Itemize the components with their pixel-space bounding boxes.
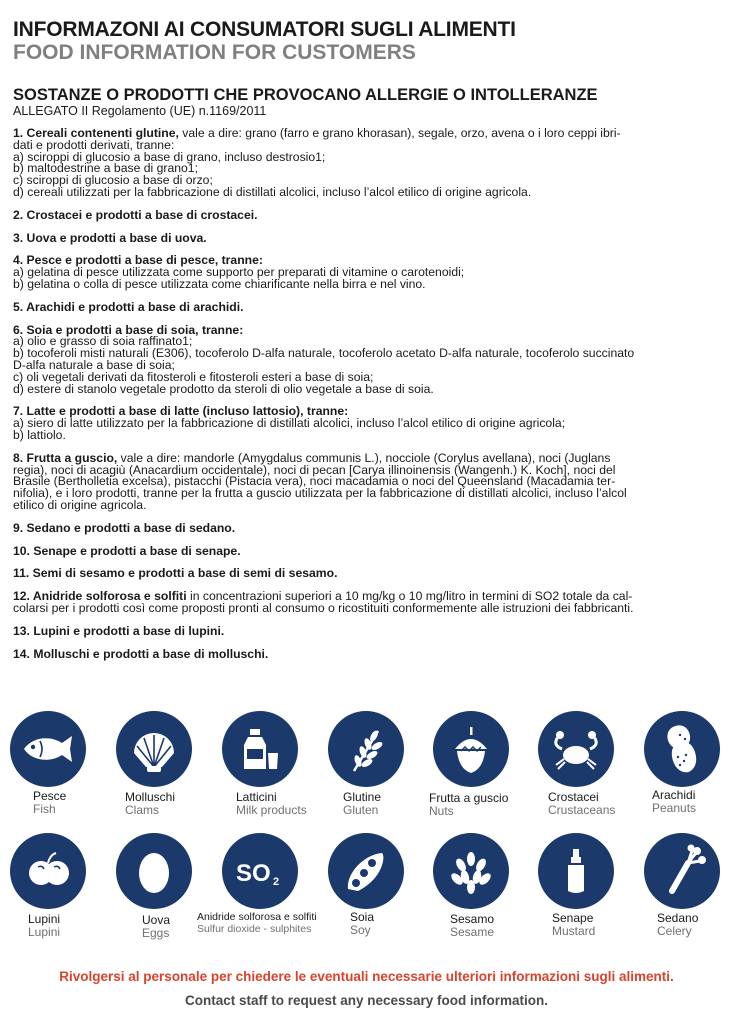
icon-label: Sesamo Sesame: [450, 912, 495, 939]
so2-icon: [222, 833, 298, 909]
allergen-text: b) gelatina o colla di pesce utilizzata come chiarificante nella birra e nel vino.: [13, 276, 426, 291]
icon-label: Uova Eggs: [142, 913, 171, 940]
allergen-text: a) olio e grasso di soia raffinato1;: [13, 334, 193, 349]
section-subtitle: ALLEGATO II Regolamento (UE) n.1169/2011: [13, 104, 267, 118]
allergen-text: d) estere di stanolo vegetale prodotto da steroli di olio vegetale a base di soia.: [13, 381, 434, 396]
celery-icon: [644, 833, 720, 909]
allergen-heading: 1. Cereali contenenti glutine,: [13, 126, 179, 140]
peanut-icon: [644, 711, 720, 787]
icon-label: Arachidi Peanuts: [652, 788, 697, 815]
allergen-text: b) maltodestrine a base di grano1;: [13, 161, 198, 176]
allergen-heading: 7. Latte e prodotti a base di latte (incluso lattosio), tranne:: [13, 404, 349, 419]
allergen-heading: 10. Senape e prodotti a base di senape.: [13, 543, 241, 558]
lupin-icon: [10, 833, 86, 909]
allergen-text: in concentrazioni superiori a 10 mg/kg o 10 mg/litro in termini di SO2 totale da cal-: [186, 589, 633, 604]
allergen-text: c) oli vegetali derivati da fitosteroli e fitosteroli esteri a base di soia;: [13, 369, 374, 384]
allergen-text: D-alfa naturale a base di soia;: [13, 357, 175, 372]
allergen-text: a) sciroppi di glucosio a base di grano, incluso destrosio1;: [13, 149, 326, 164]
page-title: INFORMAZONI AI CONSUMATORI SUGLI ALIMENTI: [13, 18, 516, 41]
icon-label: Molluschi Clams: [125, 790, 176, 817]
allergen-heading: 14. Molluschi e prodotti a base di molluschi.: [13, 646, 269, 661]
shell-icon: [116, 711, 192, 787]
allergen-text: regia), noci di acagiù (Anacardium occidentale), noci di pecan [Carya illinoinensis (Wangenh.) K. Koch], noci del: [13, 462, 616, 477]
allergen-text: colarsi per i prodotti così come proposti pronti al consumo o ricostituiti conformemente alle istruzioni dei fabbricanti.: [13, 600, 634, 615]
nut-icon: [433, 711, 509, 787]
icon-label: Soia Soy: [350, 910, 375, 937]
allergen-text: nifolia), e i loro prodotti, tranne per la frutta a guscio utilizzata per la fabbricazione di distillati alcolici, incluso l’alcol: [13, 486, 627, 501]
allergen-heading: 8. Frutta a guscio,: [13, 450, 118, 465]
allergen-text: a) gelatina di pesce utilizzata come supporto per preparati di vitamine o carotenoidi;: [13, 265, 465, 280]
egg-icon: [116, 833, 192, 909]
allergen-text: dati e prodotti derivati, tranne:: [13, 137, 175, 152]
icon-label: Frutta a guscio Nuts: [429, 791, 509, 818]
footer-note-en: Contact staff to request any necessary food information.: [184, 993, 549, 1008]
milk-icon: [222, 711, 298, 787]
page-subtitle: FOOD INFORMATION FOR CUSTOMERS: [13, 41, 416, 64]
svg-text:SO: SO: [236, 860, 271, 887]
icon-label: Lupini Lupini: [28, 912, 61, 939]
allergen-text: vale a dire: grano (farro e grano khorasan), segale, orzo, avena o i loro ceppi ibri-: [178, 126, 621, 140]
icon-label: Anidride solforosa e solfiti Sulfur dioxide - sulphites: [197, 911, 317, 935]
allergen-text: a) siero di latte utilizzato per la fabbricazione di distillati alcolici, incluso l’alcol etilico di origine agricola;: [13, 416, 566, 431]
allergen-heading: 5. Arachidi e prodotti a base di arachidi.: [13, 299, 244, 314]
allergen-text: etilico di origine agricola.: [13, 497, 147, 512]
section-title: SOSTANZE O PRODOTTI CHE PROVOCANO ALLERGIE O INTOLLERANZE: [13, 86, 598, 104]
icon-label: Sedano Celery: [657, 911, 699, 938]
allergen-heading: 6. Soia e prodotti a base di soia, tranne:: [13, 322, 244, 337]
allergen-heading: 9. Sedano e prodotti a base di sedano.: [13, 520, 236, 535]
allergen-heading: 4. Pesce e prodotti a base di pesce, tranne:: [13, 253, 263, 268]
allergen-heading: 3. Uova e prodotti a base di uova.: [13, 230, 207, 245]
allergen-text: Brasile (Bertholletia excelsa), pistacchi (Pistacia vera), noci macadamia o noci del Queensland (Macadamia ter-: [13, 474, 616, 489]
footer-note-it: Rivolgersi al personale per chiedere le eventuali necessarie ulteriori informazioni sugli alimenti.: [59, 969, 674, 984]
icon-label: Senape Mustard: [552, 911, 596, 938]
allergen-heading: 13. Lupini e prodotti a base di lupini.: [13, 623, 225, 638]
icon-label: Latticini Milk products: [236, 790, 307, 817]
allergen-heading: 11. Semi di sesamo e prodotti a base di semi di sesamo.: [13, 566, 338, 581]
allergen-text: d) cereali utilizzati per la fabbricazione di distillati alcolici, incluso l’alcol etilico di origine agricola.: [13, 184, 532, 199]
allergen-text: vale a dire: mandorle (Amygdalus communis L.), nocciole (Corylus avellana), noci (Juglans: [117, 450, 611, 465]
allergen-heading: 12. Anidride solforosa e solfiti: [13, 589, 187, 604]
allergen-text: b) tocoferoli misti naturali (E306), tocoferolo D-alfa naturale, tocoferolo acetato D-alfa naturale, tocoferolo succinato: [13, 346, 635, 361]
svg-text:2: 2: [273, 876, 280, 888]
fish-icon: [10, 711, 86, 787]
soy-icon: [328, 833, 404, 909]
allergen-heading: 2. Crostacei e prodotti a base di crostacei.: [13, 207, 258, 222]
crab-icon: [538, 711, 614, 787]
wheat-icon: [328, 711, 404, 787]
icon-label: Pesce Fish: [33, 789, 67, 816]
icon-label: Crostacei Crustaceans: [548, 790, 616, 817]
sesame-icon: [433, 833, 509, 909]
allergen-text: b) lattiolo.: [13, 427, 66, 442]
allergen-text: c) sciroppi di glucosio a base di orzo;: [13, 173, 213, 188]
mustard-icon: [538, 833, 614, 909]
icon-label: Glutine Gluten: [343, 790, 382, 817]
